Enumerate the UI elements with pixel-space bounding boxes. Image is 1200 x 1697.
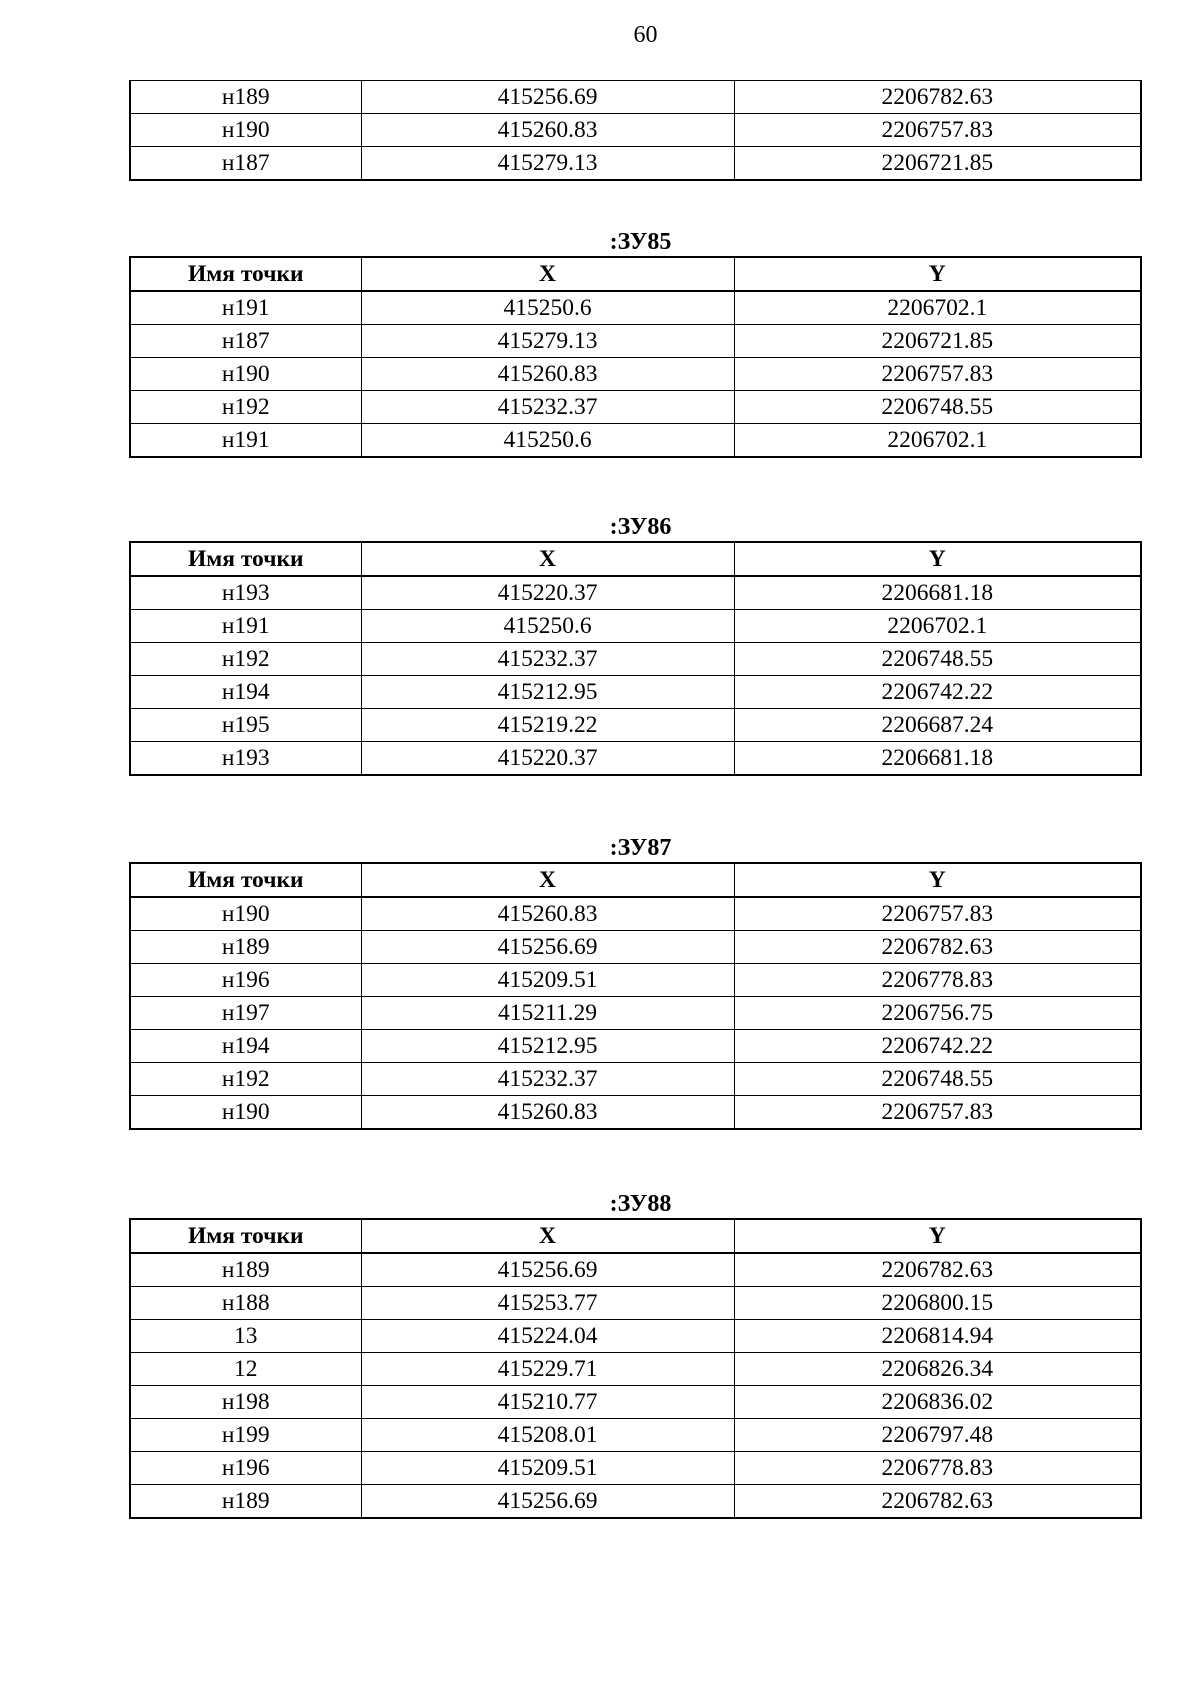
point-name-cell: н189	[130, 1485, 361, 1519]
y-coordinate-cell: 2206782.63	[734, 81, 1141, 114]
point-name-cell: 13	[130, 1320, 361, 1353]
point-name-cell: н194	[130, 1030, 361, 1063]
x-coordinate-cell: 415220.37	[361, 576, 734, 610]
table-row	[130, 1096, 1141, 1130]
point-name-cell: н190	[130, 114, 361, 147]
y-coordinate-cell: 2206681.18	[734, 576, 1141, 610]
x-coordinate-cell: 415208.01	[361, 1419, 734, 1452]
point-name-cell: н195	[130, 709, 361, 742]
x-coordinate-cell: 415229.71	[361, 1353, 734, 1386]
table-row	[130, 291, 1141, 325]
y-coordinate-cell: 2206778.83	[734, 1452, 1141, 1485]
x-coordinate-cell: 415210.77	[361, 1386, 734, 1419]
table-row	[130, 391, 1141, 424]
x-coordinate-cell: 415209.51	[361, 964, 734, 997]
header-x: X	[361, 1219, 734, 1253]
x-coordinate-cell: 415232.37	[361, 1063, 734, 1096]
table-row	[130, 742, 1141, 776]
table-row	[130, 358, 1141, 391]
header-name: Имя точки	[130, 1219, 361, 1253]
table-row	[130, 964, 1141, 997]
y-coordinate-cell: 2206797.48	[734, 1419, 1141, 1452]
point-name-cell: н187	[130, 325, 361, 358]
coordinates-table	[129, 541, 1142, 776]
point-name-cell: н189	[130, 81, 361, 114]
y-coordinate-cell: 2206748.55	[734, 643, 1141, 676]
point-name-cell: н190	[130, 358, 361, 391]
table-row	[130, 676, 1141, 709]
point-name-cell: н189	[130, 1253, 361, 1287]
y-coordinate-cell: 2206687.24	[734, 709, 1141, 742]
y-coordinate-cell: 2206681.18	[734, 742, 1141, 776]
table-row	[130, 1063, 1141, 1096]
header-name: Имя точки	[130, 863, 361, 897]
coordinates-table	[129, 1218, 1142, 1519]
x-coordinate-cell: 415260.83	[361, 1096, 734, 1130]
header-y: Y	[734, 257, 1141, 291]
y-coordinate-cell: 2206748.55	[734, 1063, 1141, 1096]
header-x: X	[361, 542, 734, 576]
coordinates-table	[129, 862, 1142, 1130]
page-number: 60	[633, 22, 658, 48]
table-row	[130, 1419, 1141, 1452]
x-coordinate-cell: 415256.69	[361, 931, 734, 964]
block-title: :ЗУ86	[609, 514, 672, 540]
y-coordinate-cell: 2206826.34	[734, 1353, 1141, 1386]
y-coordinate-cell: 2206756.75	[734, 997, 1141, 1030]
point-name-cell: н187	[130, 147, 361, 181]
point-name-cell: н199	[130, 1419, 361, 1452]
x-coordinate-cell: 415250.6	[361, 610, 734, 643]
table-row	[130, 1452, 1141, 1485]
table-row	[130, 81, 1141, 114]
table-row	[130, 709, 1141, 742]
y-coordinate-cell: 2206721.85	[734, 325, 1141, 358]
table-row	[130, 1030, 1141, 1063]
block-title: :ЗУ85	[609, 229, 672, 255]
point-name-cell: н193	[130, 576, 361, 610]
point-name-cell: 12	[130, 1353, 361, 1386]
point-name-cell: н196	[130, 964, 361, 997]
header-row	[130, 1219, 1141, 1253]
continuation-block	[129, 80, 1140, 181]
y-coordinate-cell: 2206721.85	[734, 147, 1141, 181]
x-coordinate-cell: 415256.69	[361, 1253, 734, 1287]
point-name-cell: н191	[130, 291, 361, 325]
coordinates-table	[129, 256, 1142, 458]
x-coordinate-cell: 415212.95	[361, 676, 734, 709]
y-coordinate-cell: 2206702.1	[734, 610, 1141, 643]
header-y: Y	[734, 1219, 1141, 1253]
x-coordinate-cell: 415250.6	[361, 424, 734, 458]
point-name-cell: н198	[130, 1386, 361, 1419]
zu88-block	[129, 1190, 1140, 1519]
header-name: Имя точки	[130, 542, 361, 576]
table-body	[130, 81, 1141, 181]
point-name-cell: н191	[130, 424, 361, 458]
y-coordinate-cell: 2206757.83	[734, 114, 1141, 147]
x-coordinate-cell: 415232.37	[361, 643, 734, 676]
y-coordinate-cell: 2206757.83	[734, 897, 1141, 931]
x-coordinate-cell: 415224.04	[361, 1320, 734, 1353]
x-coordinate-cell: 415219.22	[361, 709, 734, 742]
point-name-cell: н188	[130, 1287, 361, 1320]
y-coordinate-cell: 2206800.15	[734, 1287, 1141, 1320]
table-row	[130, 897, 1141, 931]
x-coordinate-cell: 415256.69	[361, 81, 734, 114]
header-name: Имя точки	[130, 257, 361, 291]
y-coordinate-cell: 2206702.1	[734, 291, 1141, 325]
table-row	[130, 1287, 1141, 1320]
y-coordinate-cell: 2206757.83	[734, 358, 1141, 391]
header-y: Y	[734, 863, 1141, 897]
y-coordinate-cell: 2206702.1	[734, 424, 1141, 458]
y-coordinate-cell: 2206757.83	[734, 1096, 1141, 1130]
table-row	[130, 325, 1141, 358]
table-row	[130, 1485, 1141, 1519]
point-name-cell: н190	[130, 897, 361, 931]
x-coordinate-cell: 415279.13	[361, 325, 734, 358]
table-row	[130, 1353, 1141, 1386]
x-coordinate-cell: 415209.51	[361, 1452, 734, 1485]
coordinates-table-continuation	[129, 80, 1142, 181]
zu87-block	[129, 834, 1140, 1130]
y-coordinate-cell: 2206782.63	[734, 931, 1141, 964]
point-name-cell: н193	[130, 742, 361, 776]
x-coordinate-cell: 415253.77	[361, 1287, 734, 1320]
header-x: X	[361, 257, 734, 291]
table-row	[130, 1320, 1141, 1353]
point-name-cell: н191	[130, 610, 361, 643]
point-name-cell: н196	[130, 1452, 361, 1485]
x-coordinate-cell: 415212.95	[361, 1030, 734, 1063]
point-name-cell: н192	[130, 1063, 361, 1096]
table-body	[130, 576, 1141, 775]
table-row	[130, 576, 1141, 610]
point-name-cell: н192	[130, 643, 361, 676]
zu86-block	[129, 513, 1140, 776]
x-coordinate-cell: 415260.83	[361, 114, 734, 147]
table-body	[130, 291, 1141, 457]
header-row	[130, 257, 1141, 291]
y-coordinate-cell: 2206782.63	[734, 1253, 1141, 1287]
y-coordinate-cell: 2206742.22	[734, 676, 1141, 709]
x-coordinate-cell: 415220.37	[361, 742, 734, 776]
x-coordinate-cell: 415211.29	[361, 997, 734, 1030]
table-row	[130, 424, 1141, 458]
table-row	[130, 931, 1141, 964]
block-title: :ЗУ87	[609, 835, 672, 861]
table-row	[130, 997, 1141, 1030]
point-name-cell: н189	[130, 931, 361, 964]
header-y: Y	[734, 542, 1141, 576]
table-row	[130, 610, 1141, 643]
y-coordinate-cell: 2206782.63	[734, 1485, 1141, 1519]
y-coordinate-cell: 2206778.83	[734, 964, 1141, 997]
table-row	[130, 643, 1141, 676]
table-row	[130, 147, 1141, 181]
y-coordinate-cell: 2206836.02	[734, 1386, 1141, 1419]
table-body	[130, 1253, 1141, 1518]
point-name-cell: н192	[130, 391, 361, 424]
point-name-cell: н194	[130, 676, 361, 709]
table-body	[130, 897, 1141, 1129]
zu85-block	[129, 228, 1140, 458]
block-title: :ЗУ88	[609, 1191, 672, 1217]
x-coordinate-cell: 415260.83	[361, 897, 734, 931]
y-coordinate-cell: 2206748.55	[734, 391, 1141, 424]
header-row	[130, 542, 1141, 576]
header-row	[130, 863, 1141, 897]
table-row	[130, 1253, 1141, 1287]
point-name-cell: н197	[130, 997, 361, 1030]
y-coordinate-cell: 2206742.22	[734, 1030, 1141, 1063]
point-name-cell: н190	[130, 1096, 361, 1130]
y-coordinate-cell: 2206814.94	[734, 1320, 1141, 1353]
header-x: X	[361, 863, 734, 897]
table-row	[130, 1386, 1141, 1419]
x-coordinate-cell: 415232.37	[361, 391, 734, 424]
x-coordinate-cell: 415256.69	[361, 1485, 734, 1519]
x-coordinate-cell: 415250.6	[361, 291, 734, 325]
table-row	[130, 114, 1141, 147]
x-coordinate-cell: 415279.13	[361, 147, 734, 181]
x-coordinate-cell: 415260.83	[361, 358, 734, 391]
